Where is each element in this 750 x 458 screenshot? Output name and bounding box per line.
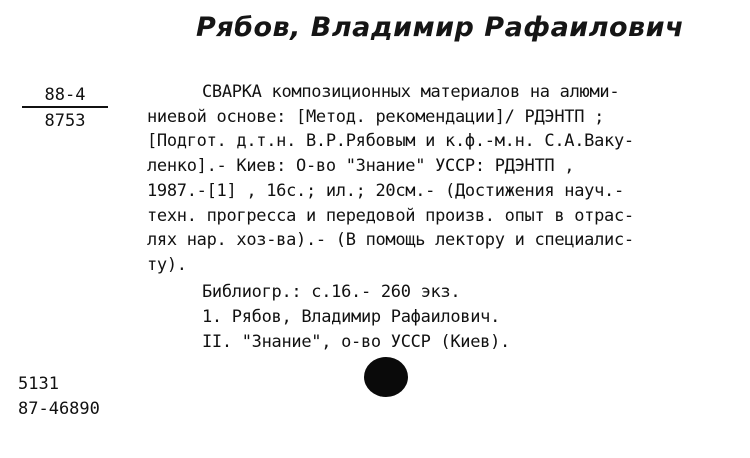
notes-block <box>202 280 510 355</box>
id-number: 5131 <box>18 374 59 394</box>
description-line: ленко].- Киев: О-во "Знание" УССР: РДЭНТП , <box>147 156 575 177</box>
handwritten-author-name: Рябов, Владимир Рафаилович <box>196 12 685 43</box>
description-line: техн. прогресса и передовой произв. опыт в отрас- <box>147 205 634 226</box>
note-line: II. "Знание", о-во УССР (Киев). <box>202 332 510 352</box>
shelf-mark-top: 88-4 <box>44 85 86 105</box>
note-line: 1. Рябов, Владимир Рафаилович. <box>202 307 501 327</box>
description-line: [Подгот. д.т.н. В.Р.Рябовым и к.ф.-м.н. С.А.Ваку- <box>147 131 634 152</box>
punch-hole <box>364 357 408 397</box>
id-number: 87-46890 <box>18 399 100 419</box>
description-body <box>147 105 634 278</box>
description-line: 1987.-[1] , 16с.; ил.; 20см.- (Достижения науч.- <box>147 180 624 201</box>
note-line: Библиогр.: с.16.- 260 экз. <box>202 282 461 302</box>
shelf-mark-bottom: 8753 <box>44 111 86 131</box>
id-numbers <box>18 372 100 422</box>
shelf-mark-divider <box>22 106 108 108</box>
description-line: ниевой основе: [Метод. рекомендации]/ РДЭНТП ; <box>147 106 605 127</box>
description-title-line: СВАРКА композиционных материалов на алюми- <box>202 82 620 102</box>
description-line: лях нар. хоз-ва).- (В помощь лектору и специалис- <box>147 230 634 251</box>
description-line: ту). <box>147 254 187 275</box>
shelf-mark <box>22 84 108 132</box>
